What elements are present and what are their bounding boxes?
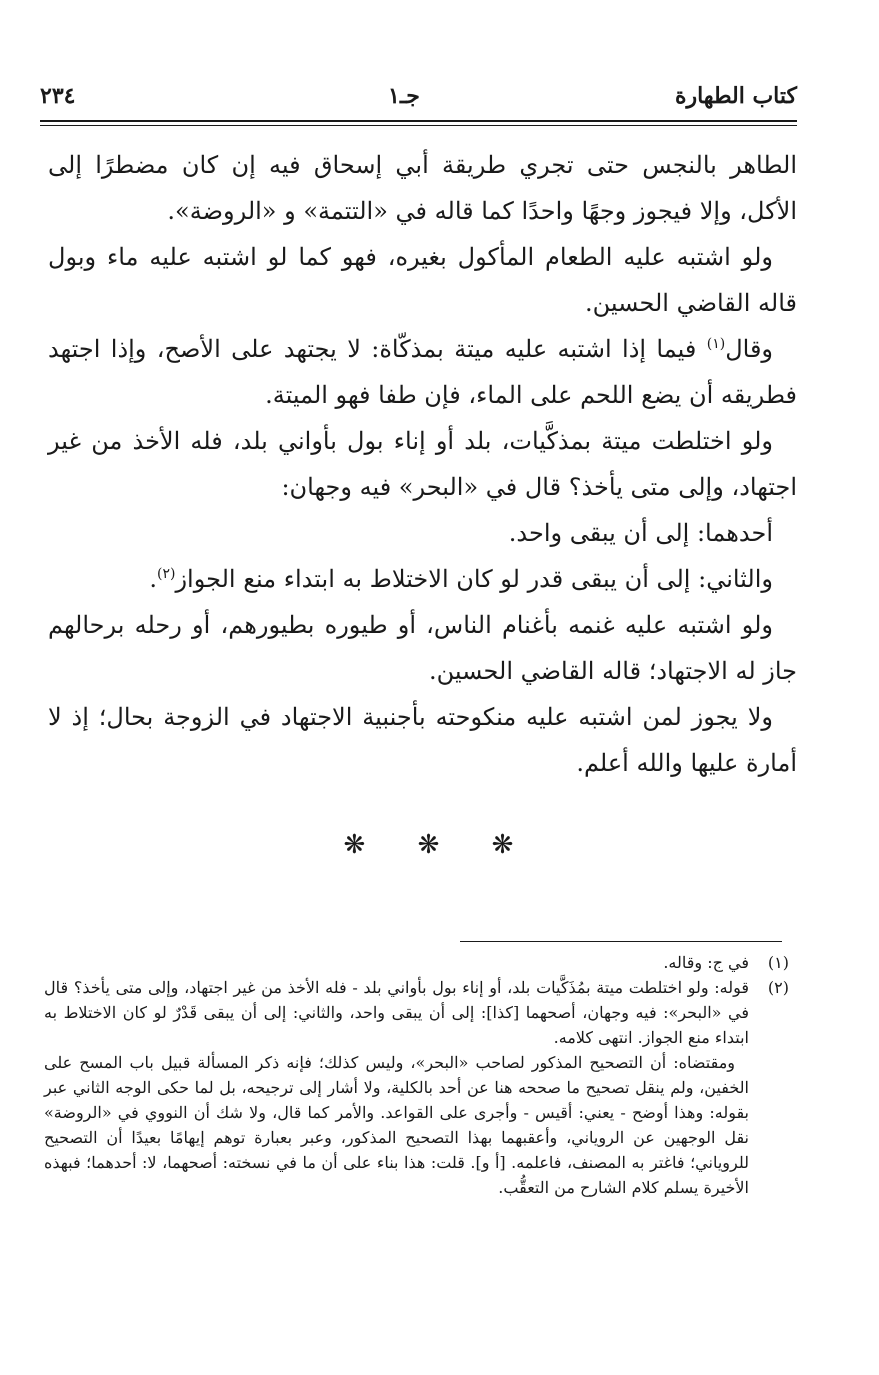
footnote-marker[interactable]: (١)	[706, 336, 726, 352]
footnote-paragraph: ومقتضاه: أن التصحيح المذكور لصاحب «البحر»، وليس كذلك؛ فإنه ذكر المسألة قبيل باب المسح على الخفين، ولم ينقل تصحيح ما صححه هنا عن أحد بالكلية، ولا أشار إلى ترجيحه، بل لما حكى الوجه الثاني عبر بقوله: وهذا أوضح - يعني: أقيس - وأجرى على القواعد. والأمر كما قال، ولا شك أن النووي في «الروضة» نقل الوجهين عن الروياني، وأعقبهما بهذا التصحيح المذكور، وعبر بعبارة توهم إيهامًا بعيدًا أن التصحيح للروياني؛ فاغتر به المصنف، فاعلمه. [أ و]. قلت: هذا بناء على أن ما في نسخته: أصحهما، لا: أحدهما؛ فبهذه الأخيرة يسلم كلام الشارح من التعقُّب.	[44, 1053, 749, 1197]
footnotes	[44, 950, 789, 1200]
footnote-marker[interactable]: (٢)	[157, 566, 176, 582]
footnote-text	[44, 950, 749, 975]
footnote-number: (٢)	[767, 978, 789, 997]
header-rule-thin	[40, 125, 797, 126]
footnote-number: (١)	[767, 953, 789, 972]
footnote-paragraph: قوله: ولو اختلطت ميتة بمُذَكَّيات بلد، أو إناء بول بأواني بلد - فله الأخذ من غير اجتهاد، وإلى متى يأخذ؟ قال في «البحر»: فيه وجهان، أصحهما [كذا]: إلى أن يبقى واحد، والثاني: إلى أن يبقى قَدْرٌ لو كان الاختلاط به ابتداء منع الجواز. انتهى كلامه.	[44, 978, 749, 1047]
footnote	[44, 950, 789, 975]
paragraph: ولا يجوز لمن اشتبه عليه منكوحته بأجنبية الاجتهاد في الزوجة بحال؛ إذ لا أمارة عليها والله أعلم.	[48, 703, 797, 777]
section-separator: ❋ ❋ ❋	[343, 830, 536, 860]
page-number: ٢٣٤	[40, 83, 76, 109]
paragraph-text: .	[149, 565, 157, 593]
main-text	[48, 142, 797, 786]
volume-label: جـ١	[388, 83, 420, 109]
paragraph: ولو اشتبه عليه الطعام المأكول بغيره، فهو كما لو اشتبه عليه ماء وبول قاله القاضي الحسين.	[48, 243, 797, 317]
footnote-paragraph: في ج: وقاله.	[663, 953, 749, 972]
header-rule	[40, 120, 797, 122]
paragraph-text: فيما إذا اشتبه عليه ميتة بمذكّاة: لا يجتهد على الأصح، وإذا اجتهد فطريقه أن يضع اللحم على الماء، فإن طفا فهو الميتة.	[48, 335, 797, 409]
paragraph	[48, 326, 797, 418]
footnote-rule	[460, 941, 782, 942]
paragraph	[48, 556, 797, 602]
running-header	[40, 76, 797, 116]
paragraph-text: وقال	[725, 335, 773, 363]
paragraph: ولو اشتبه عليه غنمه بأغنام الناس، أو طيوره بطيورهم، أو رحله برحالهم جاز له الاجتهاد؛ قاله القاضي الحسين.	[48, 611, 797, 685]
paragraph: الطاهر بالنجس حتى تجري طريقة أبي إسحاق فيه إن كان مضطرًا إلى الأكل، وإلا فيجوز وجهًا واحدًا كما قاله في «التتمة» و «الروضة».	[48, 151, 797, 225]
footnote-text	[44, 975, 749, 1200]
paragraph: ولو اختلطت ميتة بمذكَّيات، بلد أو إناء بول بأواني بلد، فله الأخذ من غير اجتهاد، وإلى متى يأخذ؟ قال في «البحر» فيه وجهان:	[48, 427, 797, 501]
book-title: كتاب الطهارة	[674, 83, 797, 109]
paragraph: أحدهما: إلى أن يبقى واحد.	[508, 519, 773, 547]
paragraph-text: والثاني: إلى أن يبقى قدر لو كان الاختلاط به ابتداء منع الجواز	[175, 565, 773, 593]
footnote	[44, 975, 789, 1200]
